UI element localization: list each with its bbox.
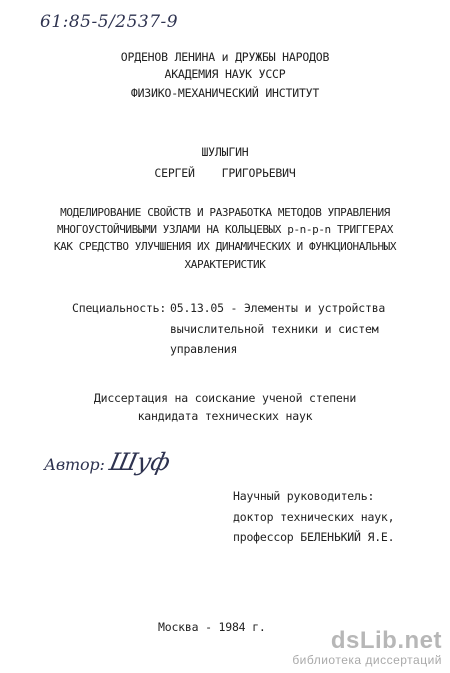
advisor-name: профессор БЕЛЕНЬКИЙ Я.Е. [233,530,395,544]
watermark-subtitle: библиотека диссертаций [292,653,442,667]
specialty-label: Специальность: [72,301,167,315]
degree-line-1: Диссертация на соискание ученой степени [93,391,357,405]
advisor-degree: доктор технических наук, [233,510,395,524]
site-watermark [292,629,442,667]
specialty-line-3: управления [170,342,238,356]
thesis-title-line-2: МНОГОУСТОЙЧИВЫМИ УЗЛАМИ НА КОЛЬЦЕВЫХ р-n-р-n ТРИГГЕРАХ [56,223,394,236]
degree-line-2: кандидата технических наук [137,409,313,423]
thesis-title-line-1: МОДЕЛИРОВАНИЕ СВОЙСТВ И РАЗРАБОТКА МЕТОДОВ УПРАВЛЕНИЯ [60,206,390,219]
author-given-names: СЕРГЕЙ ГРИГОРЬЕВИЧ [154,166,296,180]
advisor-label: Научный руководитель: [233,489,375,503]
organization-line-1: ОРДЕНОВ ЛЕНИНА и ДРУЖБЫ НАРОДОВ [120,50,330,64]
author-signature [107,447,173,477]
organization-line-2: АКАДЕМИЯ НАУК УССР [164,67,286,81]
catalog-number-handwritten: 61:85-5/2537-9 [40,12,179,32]
author-signature-label: Автор: [44,455,105,474]
thesis-title-line-4: ХАРАКТЕРИСТИК [184,258,266,271]
specialty-code: 05.13.05 - Элементы и устройства [170,301,386,315]
place-and-date: Москва - 1984 г. [158,620,266,634]
thesis-title-line-3: КАК СРЕДСТВО УЛУЧШЕНИЯ ИХ ДИНАМИЧЕСКИХ И ФУНКЦИОНАЛЬНЫХ [53,240,397,253]
author-surname: ШУЛЫГИН [201,145,249,159]
specialty-line-2: вычислительной техники и систем [170,322,379,336]
organization-line-3: ФИЗИКО-МЕХАНИЧЕСКИЙ ИНСТИТУТ [130,86,320,100]
watermark-logo: dsLib.net [330,627,442,654]
signature-scribble: Шуф [107,448,173,476]
